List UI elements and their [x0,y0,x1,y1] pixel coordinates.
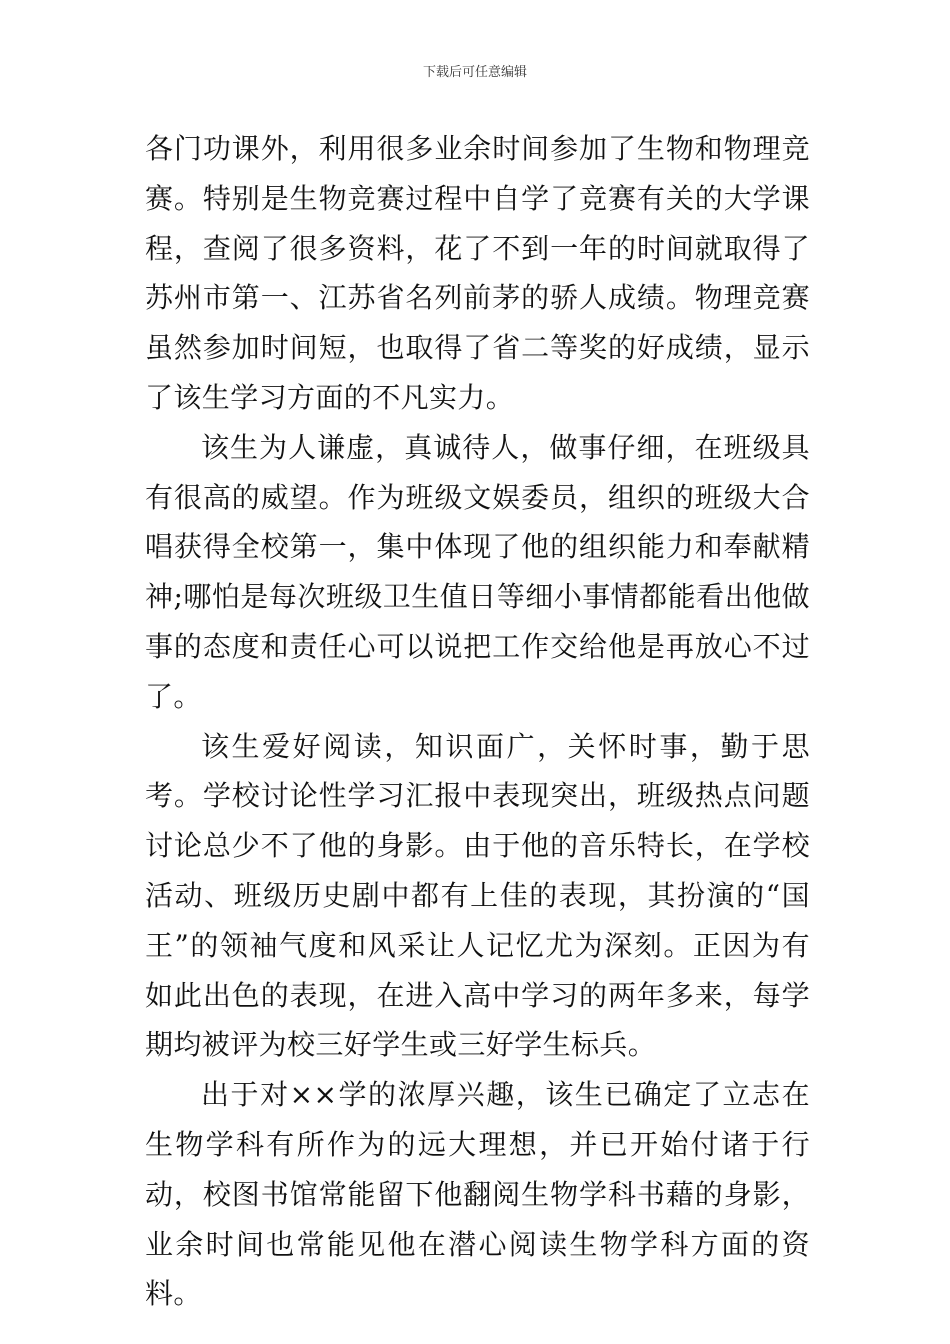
paragraph-2: 该生为人谦虚，真诚待人，做事仔细，在班级具有很高的威望。作为班级文娱委员，组织的班级大合唱获得全校第一，集中体现了他的组织能力和奉献精神;哪怕是每次班级卫生值日等细小事情都能看出他做事的态度和责任心可以说把工作交给他是再放心不过了。 [145,430,810,713]
paragraph-4: 出于对××学的浓厚兴趣，该生已确定了立志在生物学科有所作为的远大理想，并已开始付诸于行动，校图书馆常能留下他翻阅生物学科书藉的身影，业余时间也常能见他在潜心阅读生物学科方面的资料。 [145,1078,810,1311]
document-body [145,124,810,1319]
paragraph-3: 该生爱好阅读，知识面广，关怀时事，勤于思考。学校讨论性学习汇报中表现突出，班级热点问题讨论总少不了他的身影。由于他的音乐特长，在学校活动、班级历史剧中都有上佳的表现，其扮演的“国王”的领袖气度和风采让人记忆尤为深刻。正因为有如此出色的表现，在进入高中学习的两年多来，每学期均被评为校三好学生或三好学生标兵。 [145,729,810,1062]
paragraph-1: 各门功课外，利用很多业余时间参加了生物和物理竞赛。特别是生物竞赛过程中自学了竞赛有关的大学课程，查阅了很多资料，花了不到一年的时间就取得了苏州市第一、江苏省名列前茅的骄人成绩。物理竞赛虽然参加时间短，也取得了省二等奖的好成绩，显示了该生学习方面的不凡实力。 [145,132,810,414]
page-header-note: 下载后可任意编辑 [422,65,527,80]
